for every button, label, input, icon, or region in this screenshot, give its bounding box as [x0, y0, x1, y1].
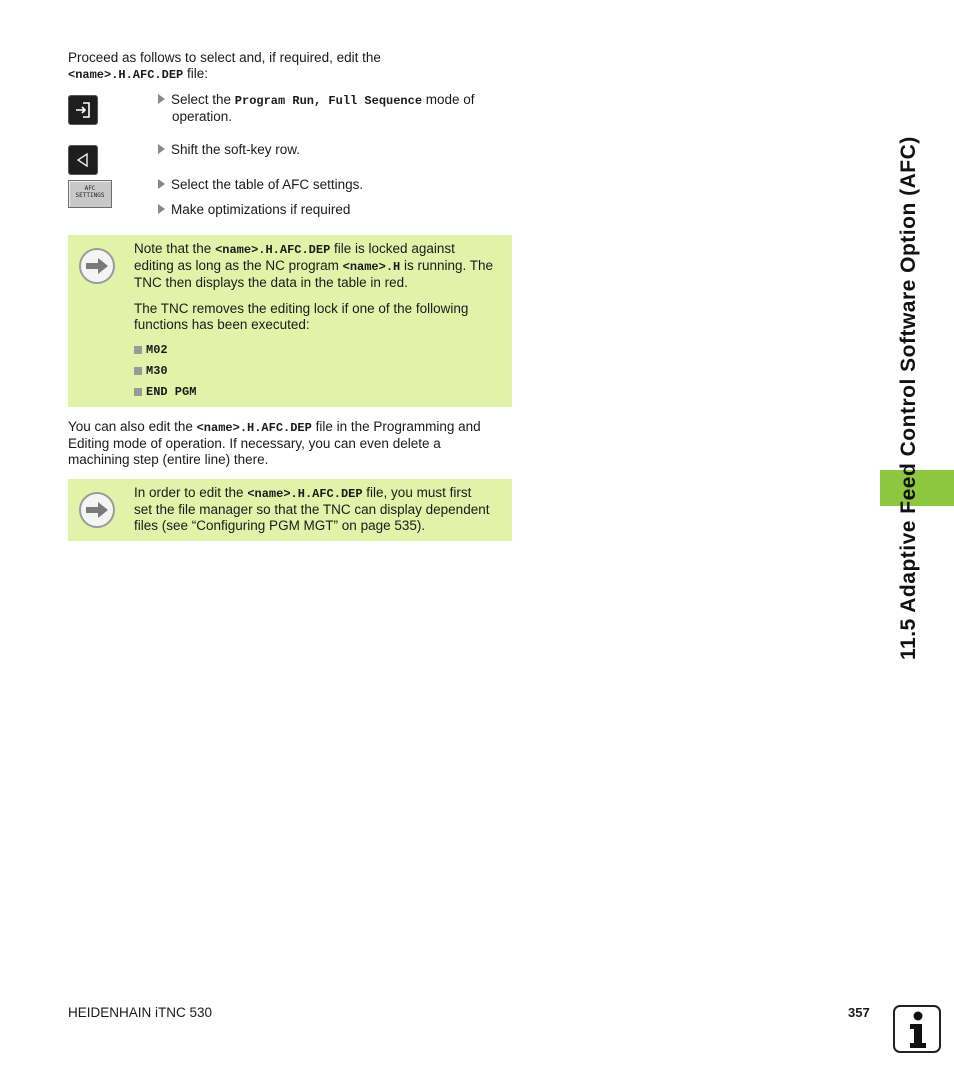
step-3-text: Select the table of AFC settings. [171, 177, 364, 192]
page-number: 357 [848, 1005, 870, 1020]
list-item: M30 [134, 360, 506, 381]
step-1-code: Program Run, Full Sequence [234, 94, 423, 108]
left-triangle-icon [74, 151, 92, 169]
note-1-program-code: <name>.H [342, 260, 401, 274]
step-1 [158, 92, 475, 125]
step-1-cont: operation. [172, 109, 233, 124]
step-arrow-icon [158, 94, 165, 104]
note-2-line-2: set the file manager so that the TNC can display dependent [134, 502, 490, 517]
body-paragraph [68, 419, 512, 468]
para-line-2: Editing mode of operation. If necessary, you can even delete a [68, 436, 441, 451]
program-run-icon [73, 100, 93, 120]
note-2-body [134, 485, 506, 534]
arrow-right-icon [79, 492, 115, 528]
note-box-2 [68, 479, 512, 541]
note-1-body [134, 241, 506, 402]
softkey-line-2: SETTINGS [75, 192, 105, 199]
list-item: END PGM [134, 381, 506, 402]
para-line-1: You can also edit the <name>.H.AFC.DEP file in the Programming and [68, 419, 481, 435]
chapter-title: 11.5 Adaptive Feed Control Software Option (AFC) [897, 136, 920, 660]
step-arrow-icon [158, 179, 165, 189]
bullet-list [134, 339, 506, 402]
note-1-line-5: functions has been executed: [134, 317, 310, 332]
note-box-1 [68, 235, 512, 407]
list-item: M02 [134, 339, 506, 360]
step-2 [158, 142, 300, 158]
step-arrow-icon [158, 144, 165, 154]
intro-file-code: <name>.H.AFC.DEP [68, 68, 184, 82]
step-2-text: Shift the soft-key row. [171, 142, 301, 157]
note-1-line-4: The TNC removes the editing lock if one of the following [134, 301, 469, 316]
softkey-line-1: AFC [84, 185, 96, 192]
step-arrow-icon [158, 204, 165, 214]
para-line-3: machining step (entire line) there. [68, 452, 269, 467]
note-1-line-1: Note that the <name>.H.AFC.DEP file is locked against [134, 241, 455, 257]
note-1-line-2: editing as long as the NC program <name>.H is running. The [134, 258, 494, 274]
shift-softkey-row-key[interactable] [68, 145, 98, 175]
para-file-code: <name>.H.AFC.DEP [196, 421, 312, 435]
info-icon [893, 1005, 941, 1053]
step-3 [158, 177, 363, 193]
step-4 [158, 202, 350, 218]
footer-product: HEIDENHAIN iTNC 530 [68, 1005, 213, 1020]
note-1-line-3: TNC then displays the data in the table in red. [134, 275, 408, 290]
note-2-file-code: <name>.H.AFC.DEP [247, 487, 363, 501]
intro-suffix: file: [183, 66, 208, 81]
arrow-right-icon [79, 248, 115, 284]
intro-line-1: Proceed as follows to select and, if required, edit the [68, 50, 381, 65]
step-4-text: Make optimizations if required [171, 202, 351, 217]
note-2-line-1: In order to edit the <name>.H.AFC.DEP file, you must first [134, 485, 472, 501]
note-2-line-3: files (see “Configuring PGM MGT” on page 535). [134, 518, 426, 533]
intro-text [68, 50, 508, 83]
program-run-full-sequence-key[interactable] [68, 95, 98, 125]
intro-line-2 [68, 66, 508, 83]
afc-settings-softkey[interactable] [68, 180, 112, 208]
note-1-file-code: <name>.H.AFC.DEP [215, 243, 331, 257]
step-1-post: mode of [422, 92, 475, 107]
step-1-pre: Select the [171, 92, 235, 107]
